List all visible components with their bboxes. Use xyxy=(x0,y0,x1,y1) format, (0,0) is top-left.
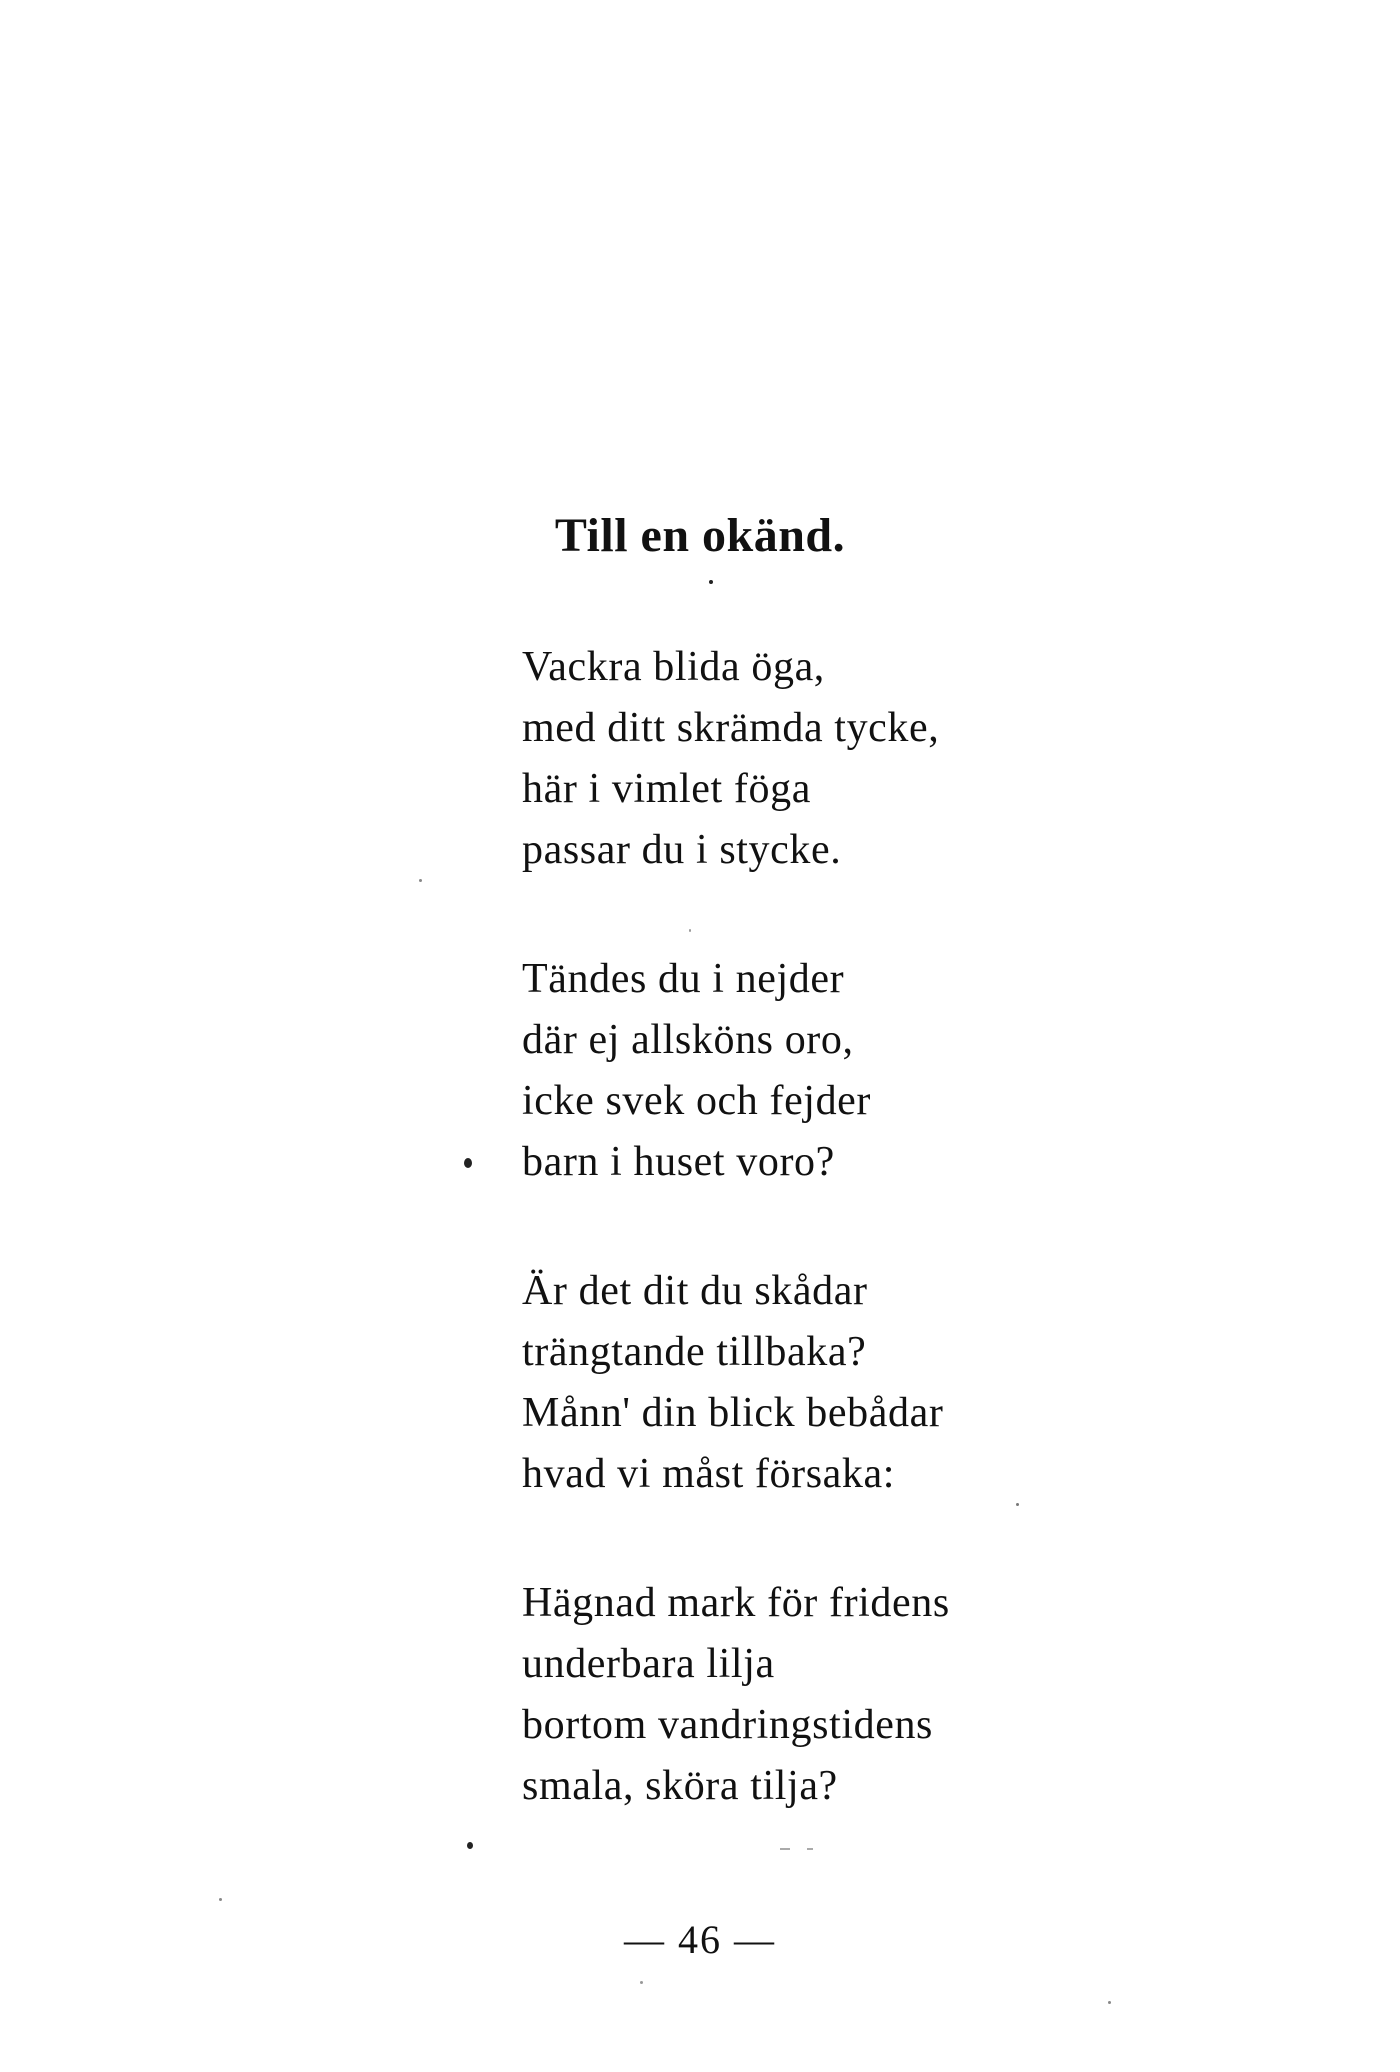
scan-speck xyxy=(640,1981,643,1984)
scan-speck xyxy=(807,1848,813,1850)
poem-line: passar du i stycke. xyxy=(522,827,842,873)
stanza-4 xyxy=(522,1573,1122,1817)
poem-line: här i vimlet föga xyxy=(522,766,811,812)
scan-speck xyxy=(419,879,422,882)
poem-line: Är det dit du skådar xyxy=(522,1268,868,1314)
scan-speck xyxy=(467,1842,473,1849)
poem-line: trängtande tillbaka? xyxy=(522,1329,867,1375)
poem-line: underbara lilja xyxy=(522,1641,775,1687)
scan-speck xyxy=(709,580,713,584)
poem-line: Månn' din blick bebådar xyxy=(522,1390,944,1436)
page-number: — 46 — xyxy=(624,1917,776,1962)
scan-speck xyxy=(1108,2001,1111,2004)
poem-line: Hägnad mark för fridens xyxy=(522,1580,950,1626)
poem-line: Tändes du i nejder xyxy=(522,956,845,1002)
poem-title: Till en okänd. xyxy=(554,509,846,562)
poem-line: bortom vandringstidens xyxy=(522,1702,933,1748)
poem-line: icke svek och fejder xyxy=(522,1078,872,1124)
stanza-1 xyxy=(522,637,1122,881)
scan-speck xyxy=(219,1898,222,1901)
scan-speck xyxy=(1016,1503,1019,1506)
poem-line: Vackra blida öga, xyxy=(522,644,825,690)
stanza-3 xyxy=(522,1261,1122,1505)
poem-body xyxy=(522,637,1122,1817)
poem-line: smala, sköra tilja? xyxy=(522,1763,838,1809)
scan-speck xyxy=(689,929,691,932)
poem-line: barn i huset voro? xyxy=(522,1139,835,1185)
scan-speck xyxy=(780,1848,790,1850)
poem-line: med ditt skrämda tycke, xyxy=(522,705,940,751)
poem-line: hvad vi måst försaka: xyxy=(522,1451,896,1497)
poem-line: där ej allsköns oro, xyxy=(522,1017,854,1063)
stanza-2 xyxy=(522,949,1122,1193)
scan-speck xyxy=(464,1158,472,1168)
